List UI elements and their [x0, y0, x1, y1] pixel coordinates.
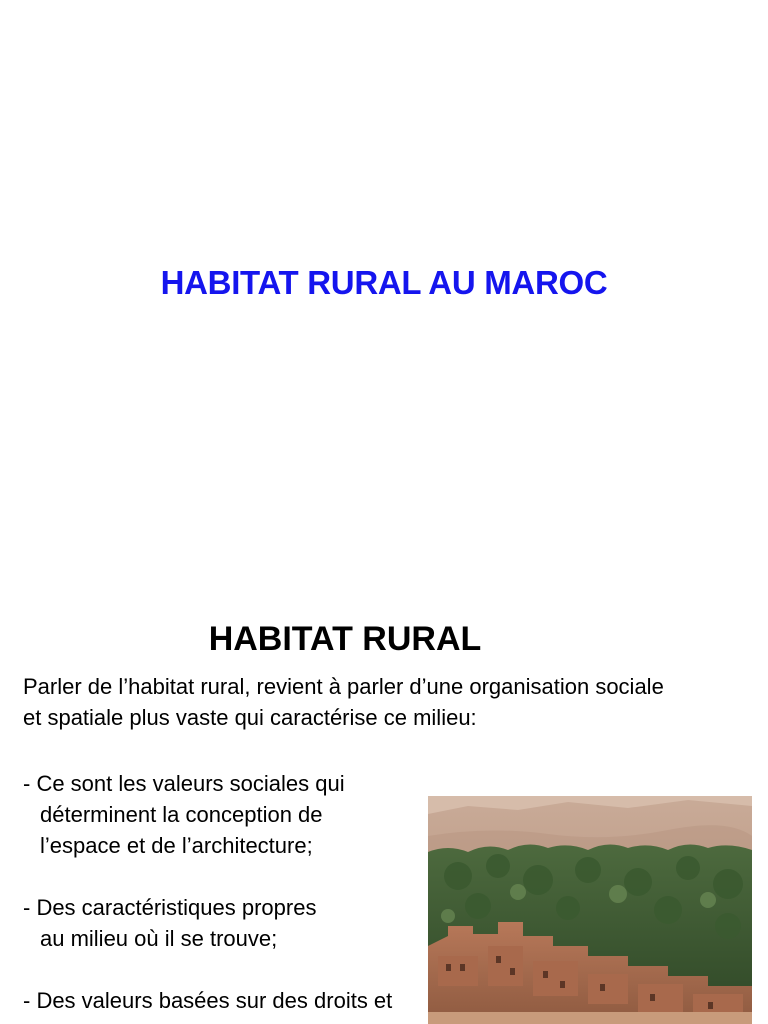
intro-paragraph: [23, 671, 763, 733]
bullet-line: déterminent la conception de: [40, 802, 323, 827]
bullet-list: [23, 768, 423, 1024]
bullet-line: l’espace et de l’architecture;: [40, 833, 313, 858]
slide-title: HABITAT RURAL AU MAROC: [160, 264, 608, 301]
content-slide: [0, 576, 768, 1024]
bullet-item: [23, 892, 423, 954]
intro-line: Parler de l’habitat rural, revient à parler d’une organisation sociale: [23, 674, 664, 699]
slide-heading: HABITAT RURAL: [208, 620, 482, 658]
bullet-line: au milieu où il se trouve;: [40, 926, 278, 951]
bullet-line: - Ce sont les valeurs sociales qui: [23, 771, 345, 796]
landscape-photo: [428, 796, 752, 1024]
intro-line: et spatiale plus vaste qui caractérise ce milieu:: [23, 705, 477, 730]
bullet-line: - Des valeurs basées sur des droits et: [23, 988, 393, 1013]
bullet-item: [23, 985, 423, 1016]
bullet-line: - Des caractéristiques propres: [23, 895, 317, 920]
bullet-item: [23, 768, 423, 861]
landscape-photo-icon: [428, 796, 752, 1024]
